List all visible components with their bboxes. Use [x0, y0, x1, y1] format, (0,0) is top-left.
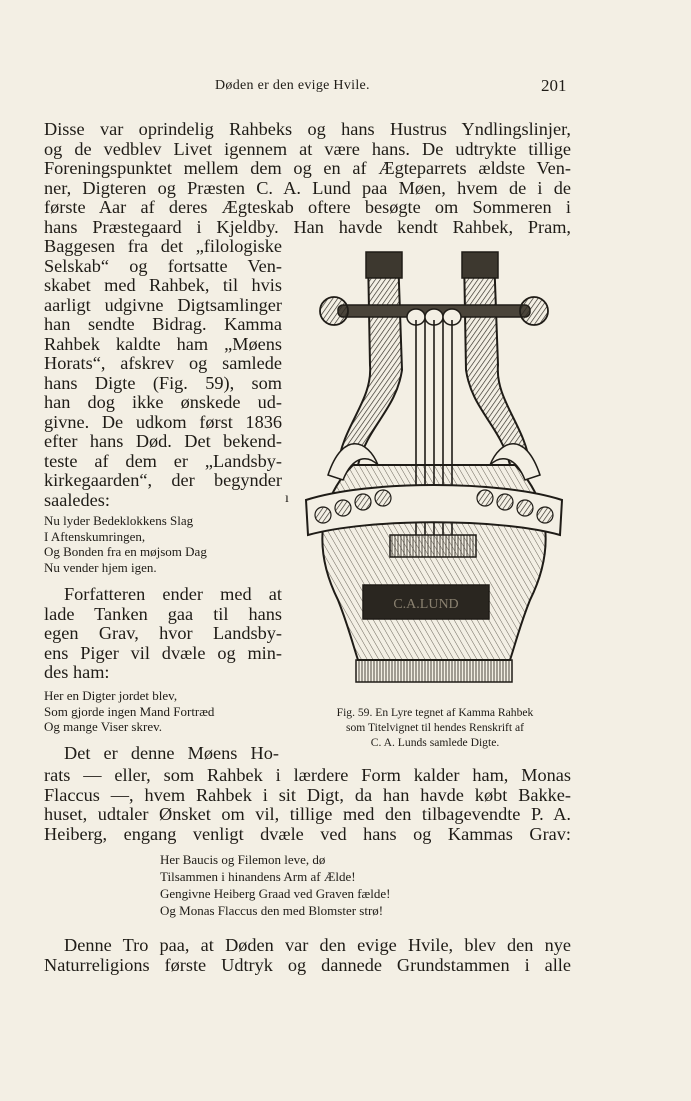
- verse-line: Og Bonden fra en møjsom Dag: [44, 544, 207, 560]
- paragraph-1: [44, 120, 571, 238]
- text-line: saaledes:: [44, 489, 110, 510]
- text-line: givne. De udkom først 1836: [44, 411, 282, 432]
- running-title: Døden er den evige Hvile.: [215, 78, 370, 93]
- text-line: Baggesen fra det „filologiske: [44, 236, 282, 256]
- figure-caption: [296, 705, 574, 750]
- text-line: teste af dem er „Landsby-: [44, 450, 282, 471]
- text-line: Heiberg, engang venligt dvæle ved hans og Kammas Grav:: [44, 823, 571, 844]
- text-line: han dog ikke ønskede ud-: [44, 392, 282, 412]
- paragraph-3: [44, 766, 571, 844]
- text-line: huset, udtaler Ønsket om vil, tillige med den tilbagevendte P. A.: [44, 804, 571, 825]
- lyre-illustration: [298, 250, 570, 690]
- text-line: første Aar af deres Ægteskab oftere besøgte om Sommeren i: [44, 197, 571, 218]
- text-line: Flaccus —, hvem Rahbek i sit Digt, da han havde købt Bakke-: [44, 784, 571, 805]
- verse-3: [160, 851, 520, 919]
- text-line: Disse var oprindelig Rahbeks og hans Hustrus Yndlingslinjer,: [44, 119, 571, 139]
- text-line: Selskab“ og fortsatte Ven-: [44, 255, 282, 276]
- verse-2: [44, 688, 294, 735]
- text-line: Naturreligions første Udtryk og dannede Grundstammen i alle: [44, 954, 571, 975]
- plaque-text: C.A.LUND: [393, 597, 459, 612]
- text-line: han sendte Bidrag. Kamma: [44, 314, 282, 334]
- paragraph-3-start: [44, 744, 279, 764]
- text-line: Foreningspunktet mellem dem og en af Ægteparrets ældste Ven-: [44, 158, 571, 179]
- text-line: hans Digte (Fig. 59), som: [44, 372, 282, 393]
- text-line: Rahbek kaldte ham „Møens: [44, 333, 282, 354]
- text-line: Horats“, afskrev og samlede: [44, 353, 282, 373]
- caption-line: Fig. 59. En Lyre tegnet af Kamma Rahbek: [336, 706, 534, 719]
- text-line: aarligt udgivne Digtsamlinger: [44, 294, 282, 315]
- text-line: des ham:: [44, 662, 110, 682]
- text-line: skabet med Rahbek, til hvis: [44, 275, 282, 295]
- text-line: Det er denne Møens Ho-: [64, 743, 279, 763]
- text-line: ens Piger vil dvæle og min-: [44, 642, 282, 663]
- verse-line: Som gjorde ingen Mand Fortræd: [44, 703, 215, 719]
- verse-line: I Aftenskumringen,: [44, 528, 146, 544]
- page-number: 201: [541, 76, 567, 95]
- verse-line: Og Monas Flaccus den med Blomster strø!: [160, 903, 384, 918]
- paragraph-1-column: [44, 237, 282, 510]
- verse-1: [44, 513, 294, 575]
- verse-line: Og mange Viser skrev.: [44, 719, 162, 735]
- text-line: lade Tanken gaa til hans: [44, 603, 282, 624]
- text-line: hans Præstegaard i Kjeldby. Han havde kendt Rahbek, Pram,: [44, 216, 571, 237]
- text-line: Denne Tro paa, at Døden var den evige Hvile, blev den nye: [64, 935, 571, 955]
- paragraph-2: [44, 585, 282, 683]
- text-line: ner, Digteren og Præsten C. A. Lund paa Møen, hvem de i de: [44, 177, 571, 198]
- text-line: efter hans Død. Det bekend-: [44, 431, 282, 451]
- verse-line: Her Baucis og Filemon leve, dø: [160, 852, 326, 867]
- text-line: kirkegaarden“, der begynder: [44, 470, 282, 490]
- verse-line: Gengivne Heiberg Graad ved Graven fælde!: [160, 886, 391, 901]
- caption-line: C. A. Lunds samlede Digte.: [370, 736, 500, 749]
- text-line: egen Grav, hvor Landsby-: [44, 623, 282, 643]
- verse-line: Nu vender hjem igen.: [44, 559, 157, 575]
- verse-line: Tilsammen i hinandens Arm af Ælde!: [160, 869, 356, 884]
- stray-mark: ı: [285, 491, 289, 506]
- verse-line: Nu lyder Bedeklokkens Slag: [44, 513, 194, 528]
- paragraph-4: [44, 936, 571, 975]
- text-line: og de vedblev Livet igennem at være hans. De udtrykte tillige: [44, 138, 571, 159]
- text-line: Forfatteren ender med at: [64, 584, 282, 604]
- verse-line: Her en Digter jordet blev,: [44, 688, 178, 703]
- text-line: rats — eller, som Rahbek i lærdere Form kalder ham, Monas: [44, 765, 571, 785]
- caption-line: som Titelvignet til hendes Renskrift af: [345, 721, 525, 734]
- running-head: [0, 78, 691, 100]
- lyre-icon: [298, 250, 570, 690]
